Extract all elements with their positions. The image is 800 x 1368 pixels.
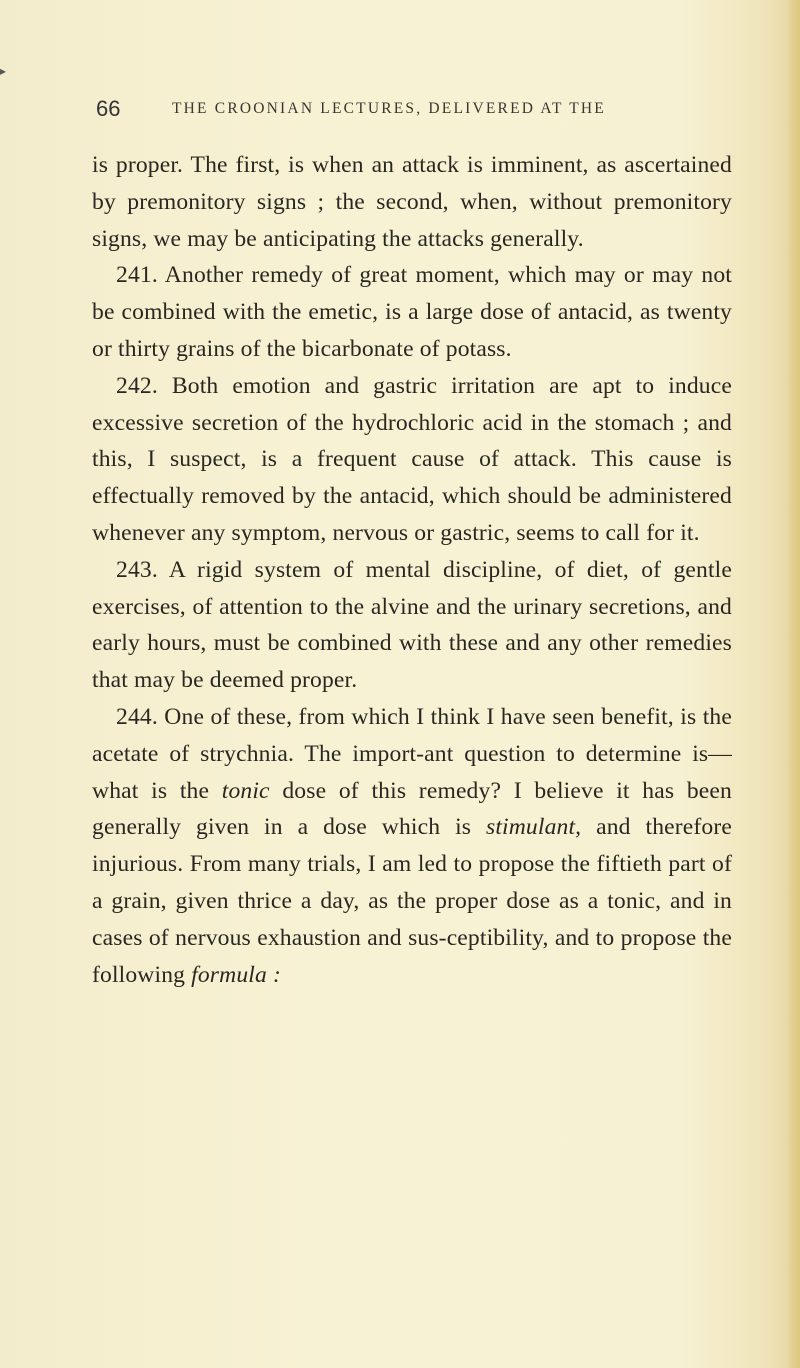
paragraph-243: 243. A rigid system of mental discipline, of diet, of gentle exercises, of attention to the alvine and the urinary secretions, and early hours, must be combined with these and any other remedies that may be deemed proper. <box>92 556 732 694</box>
paragraph-244 <box>92 699 732 993</box>
page-header <box>96 96 736 126</box>
paragraph-continuation: is proper. The first, is when an attack is imminent, as ascertained by premonitory signs ; the second, when, without premonitory signs, we may be anticipating the attacks generally. <box>92 152 732 252</box>
paragraph-244-part3: and therefore injurious. From many trials, I am led to propose the fiftieth part of a grain, given thrice a day, as the proper dose as a tonic, and in cases of nervous exhaustion and sus-ceptibility, and to propose the following <box>92 814 732 988</box>
italic-tonic: tonic <box>221 777 270 804</box>
paragraph-244-part2: dose of this remedy? I believe it has been generally given in a dose which is <box>92 777 732 841</box>
paragraph-244-part1: 244. One of these, from which I think I have seen benefit, is the acetate of strychnia. The import-ant question to determine is—what is the <box>92 703 732 804</box>
margin-mark: ▸ <box>0 64 7 78</box>
italic-stimulant: stimulant, <box>486 814 582 841</box>
paragraph-241: 241. Another remedy of great moment, which may or may not be combined with the emetic, is a large dose of antacid, as twenty or thirty grains of the bicarbonate of potass. <box>92 262 732 362</box>
page-number: 66 <box>96 96 121 121</box>
body-text <box>92 147 732 993</box>
paragraph-242: 242. Both emotion and gastric irritation are apt to induce excessive secretion of the hydrochloric acid in the stomach ; and this, I suspect, is a frequent cause of attack. This cause is effectually removed by the antacid, which should be administered whenever any symptom, nervous or gastric, seems to call for it. <box>92 372 732 546</box>
page-edge-shadow <box>786 0 800 1368</box>
italic-formula: formula : <box>191 961 281 988</box>
running-head: THE CROONIAN LECTURES, DELIVERED AT THE <box>172 100 606 117</box>
